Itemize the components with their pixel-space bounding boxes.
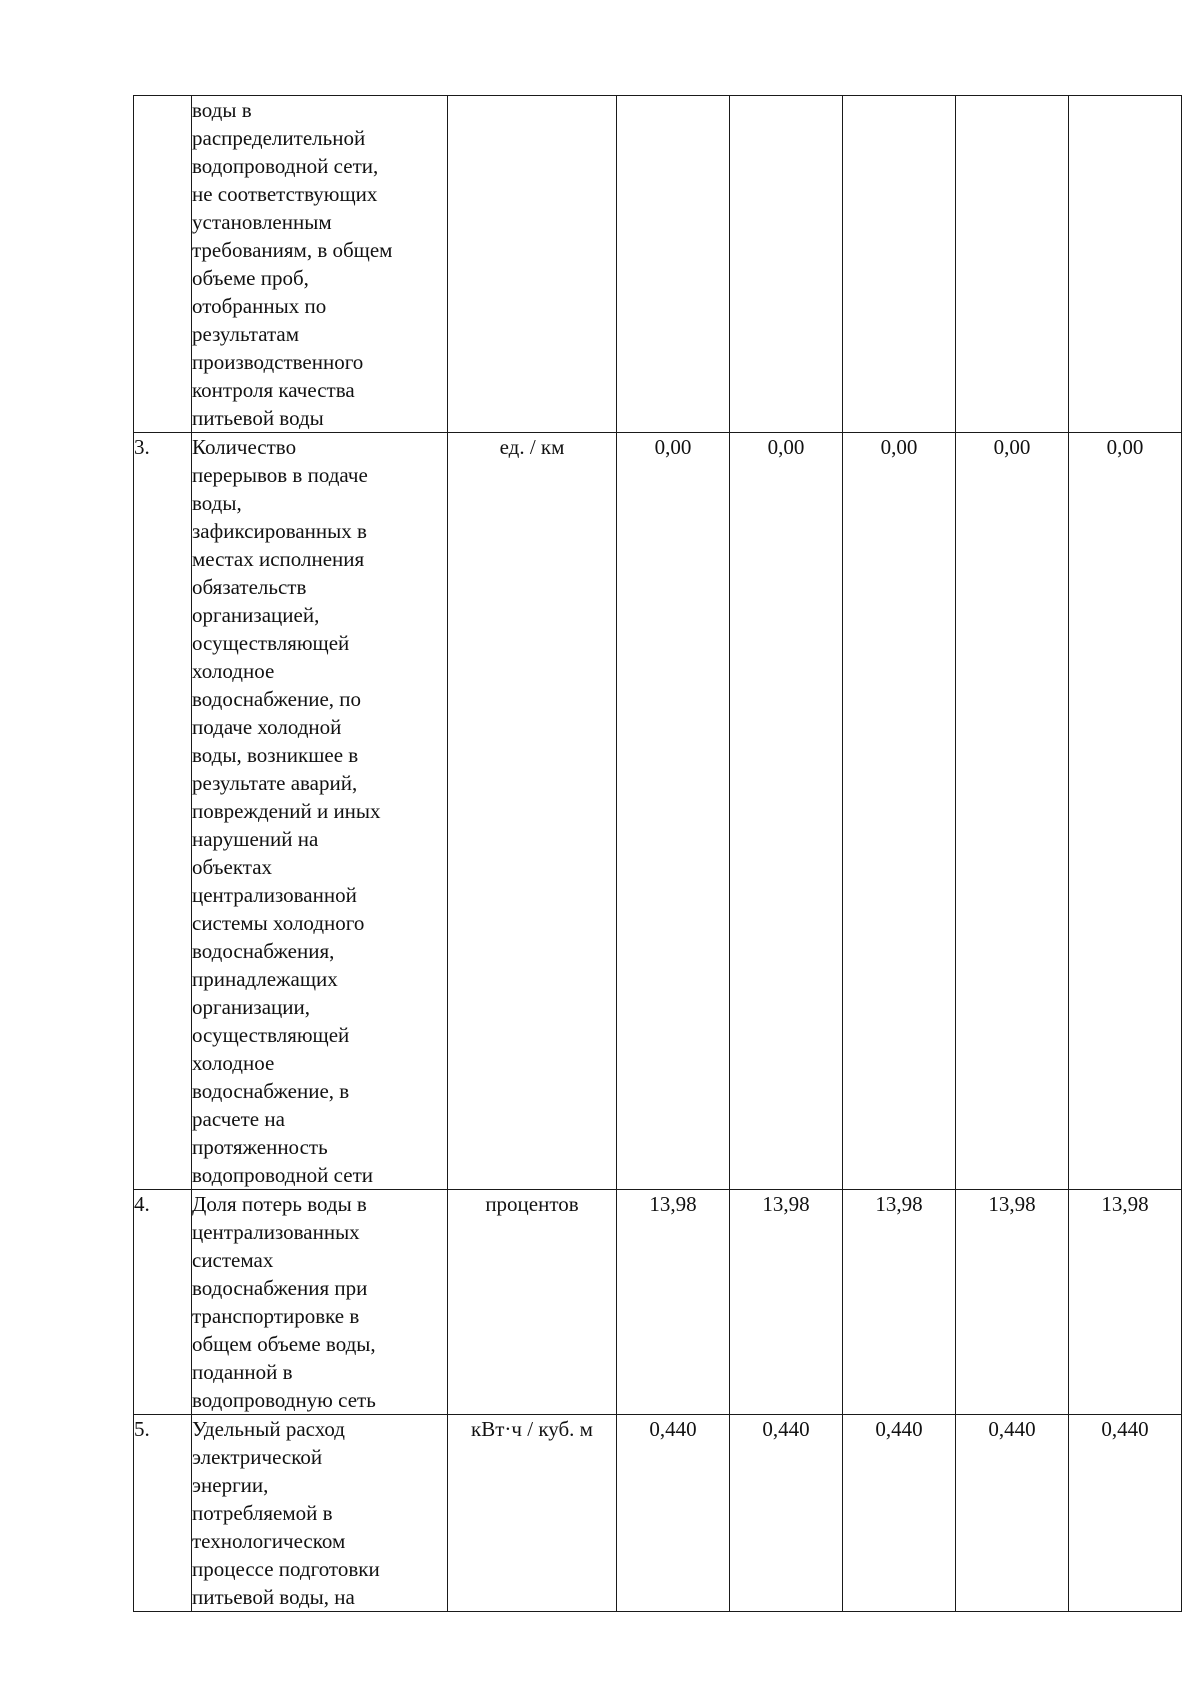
indicator-name-line: повреждений и иных xyxy=(192,799,381,823)
indicator-name-line: транспортировке в xyxy=(192,1304,360,1328)
indicator-name-line: потребляемой в xyxy=(192,1501,333,1525)
indicator-name-line: холодное xyxy=(192,659,275,683)
unit-cell: ед. / км xyxy=(448,433,617,1190)
indicator-name-line: процессе подготовки xyxy=(192,1557,380,1581)
indicator-name-line: Удельный расход xyxy=(192,1417,345,1441)
indicator-name-line: воды, возникшее в xyxy=(192,743,359,767)
value-cell: 0,00 xyxy=(956,433,1069,1190)
indicator-name-line: зафиксированных в xyxy=(192,519,367,543)
indicator-name-line: системах xyxy=(192,1248,274,1272)
indicator-name-line: результатам xyxy=(192,322,300,346)
indicator-name-line: обязательств xyxy=(192,575,307,599)
indicator-name-line: воды, xyxy=(192,491,242,515)
indicator-name-line: водопроводной сети xyxy=(192,1163,373,1187)
indicator-name-line: местах исполнения xyxy=(192,547,365,571)
value-cell xyxy=(956,96,1069,433)
unit-cell: процентов xyxy=(448,1190,617,1415)
indicator-name-line: централизованной xyxy=(192,883,357,907)
value-cell: 0,00 xyxy=(843,433,956,1190)
value-cell: 13,98 xyxy=(617,1190,730,1415)
indicator-name-line: подаче холодной xyxy=(192,715,342,739)
indicator-name-line: организацией, xyxy=(192,603,320,627)
indicator-name-cell xyxy=(192,1415,448,1612)
value-cell: 13,98 xyxy=(730,1190,843,1415)
indicator-name-line: водоснабжения при xyxy=(192,1276,368,1300)
indicator-name-cell xyxy=(192,433,448,1190)
value-cell xyxy=(1069,96,1182,433)
indicator-name-line: централизованных xyxy=(192,1220,360,1244)
indicator-name-line: объеме проб, xyxy=(192,266,309,290)
value-cell: 0,00 xyxy=(730,433,843,1190)
indicator-name-line: производственного xyxy=(192,350,364,374)
indicators-table xyxy=(133,95,1182,1612)
indicator-name-line: установленным xyxy=(192,210,332,234)
indicator-name-line: общем объеме воды, xyxy=(192,1332,376,1356)
value-cell: 0,440 xyxy=(843,1415,956,1612)
indicator-name-line: водоснабжения, xyxy=(192,939,335,963)
indicator-name-line: энергии, xyxy=(192,1473,269,1497)
indicator-name-line: холодное xyxy=(192,1051,275,1075)
indicator-name-line: организации, xyxy=(192,995,310,1019)
indicator-name-line: осуществляющей xyxy=(192,1023,350,1047)
indicator-name-line: водопроводной сети, xyxy=(192,154,379,178)
unit-cell xyxy=(448,96,617,433)
indicator-name-line: Доля потерь воды в xyxy=(192,1192,367,1216)
indicator-name-line: принадлежащих xyxy=(192,967,338,991)
row-number-cell: 5. xyxy=(134,1415,192,1612)
table-row xyxy=(134,1415,1182,1612)
table-body xyxy=(134,96,1182,1612)
indicator-name-line: поданной в xyxy=(192,1360,293,1384)
value-cell xyxy=(730,96,843,433)
table-row xyxy=(134,96,1182,433)
row-number-cell: 3. xyxy=(134,433,192,1190)
value-cell: 13,98 xyxy=(1069,1190,1182,1415)
indicator-name-line: водоснабжение, в xyxy=(192,1079,350,1103)
indicator-name-line: требованиям, в общем xyxy=(192,238,393,262)
value-cell xyxy=(843,96,956,433)
indicator-name-line: протяженность xyxy=(192,1135,328,1159)
table-row xyxy=(134,433,1182,1190)
indicator-name-line: результате аварий, xyxy=(192,771,358,795)
indicator-name-line: расчете на xyxy=(192,1107,285,1131)
indicator-name-line: питьевой воды, на xyxy=(192,1585,355,1609)
row-number-cell: 4. xyxy=(134,1190,192,1415)
indicator-name-line: распределительной xyxy=(192,126,366,150)
value-cell: 0,440 xyxy=(956,1415,1069,1612)
indicator-name-line: питьевой воды xyxy=(192,406,324,430)
indicator-name-line: отобранных по xyxy=(192,294,327,318)
value-cell: 13,98 xyxy=(956,1190,1069,1415)
value-cell: 0,440 xyxy=(1069,1415,1182,1612)
value-cell: 0,440 xyxy=(730,1415,843,1612)
indicator-name-line: контроля качества xyxy=(192,378,355,402)
value-cell: 13,98 xyxy=(843,1190,956,1415)
indicator-name-line: воды в xyxy=(192,98,252,122)
row-number-cell xyxy=(134,96,192,433)
indicator-name-line: системы холодного xyxy=(192,911,365,935)
indicator-name-line: нарушений на xyxy=(192,827,319,851)
value-cell: 0,00 xyxy=(1069,433,1182,1190)
indicator-name-line: водоснабжение, по xyxy=(192,687,362,711)
value-cell: 0,440 xyxy=(617,1415,730,1612)
indicator-name-line: не соответствующих xyxy=(192,182,378,206)
value-cell xyxy=(617,96,730,433)
indicator-name-line: Количество xyxy=(192,435,297,459)
value-cell: 0,00 xyxy=(617,433,730,1190)
table-row xyxy=(134,1190,1182,1415)
indicator-name-line: электрической xyxy=(192,1445,323,1469)
unit-cell: кВт·ч / куб. м xyxy=(448,1415,617,1612)
indicator-name-line: объектах xyxy=(192,855,273,879)
indicator-name-line: технологическом xyxy=(192,1529,346,1553)
indicator-name-line: осуществляющей xyxy=(192,631,350,655)
indicator-name-line: перерывов в подаче xyxy=(192,463,368,487)
indicator-name-line: водопроводную сеть xyxy=(192,1388,376,1412)
indicator-name-cell xyxy=(192,96,448,433)
indicator-name-cell xyxy=(192,1190,448,1415)
